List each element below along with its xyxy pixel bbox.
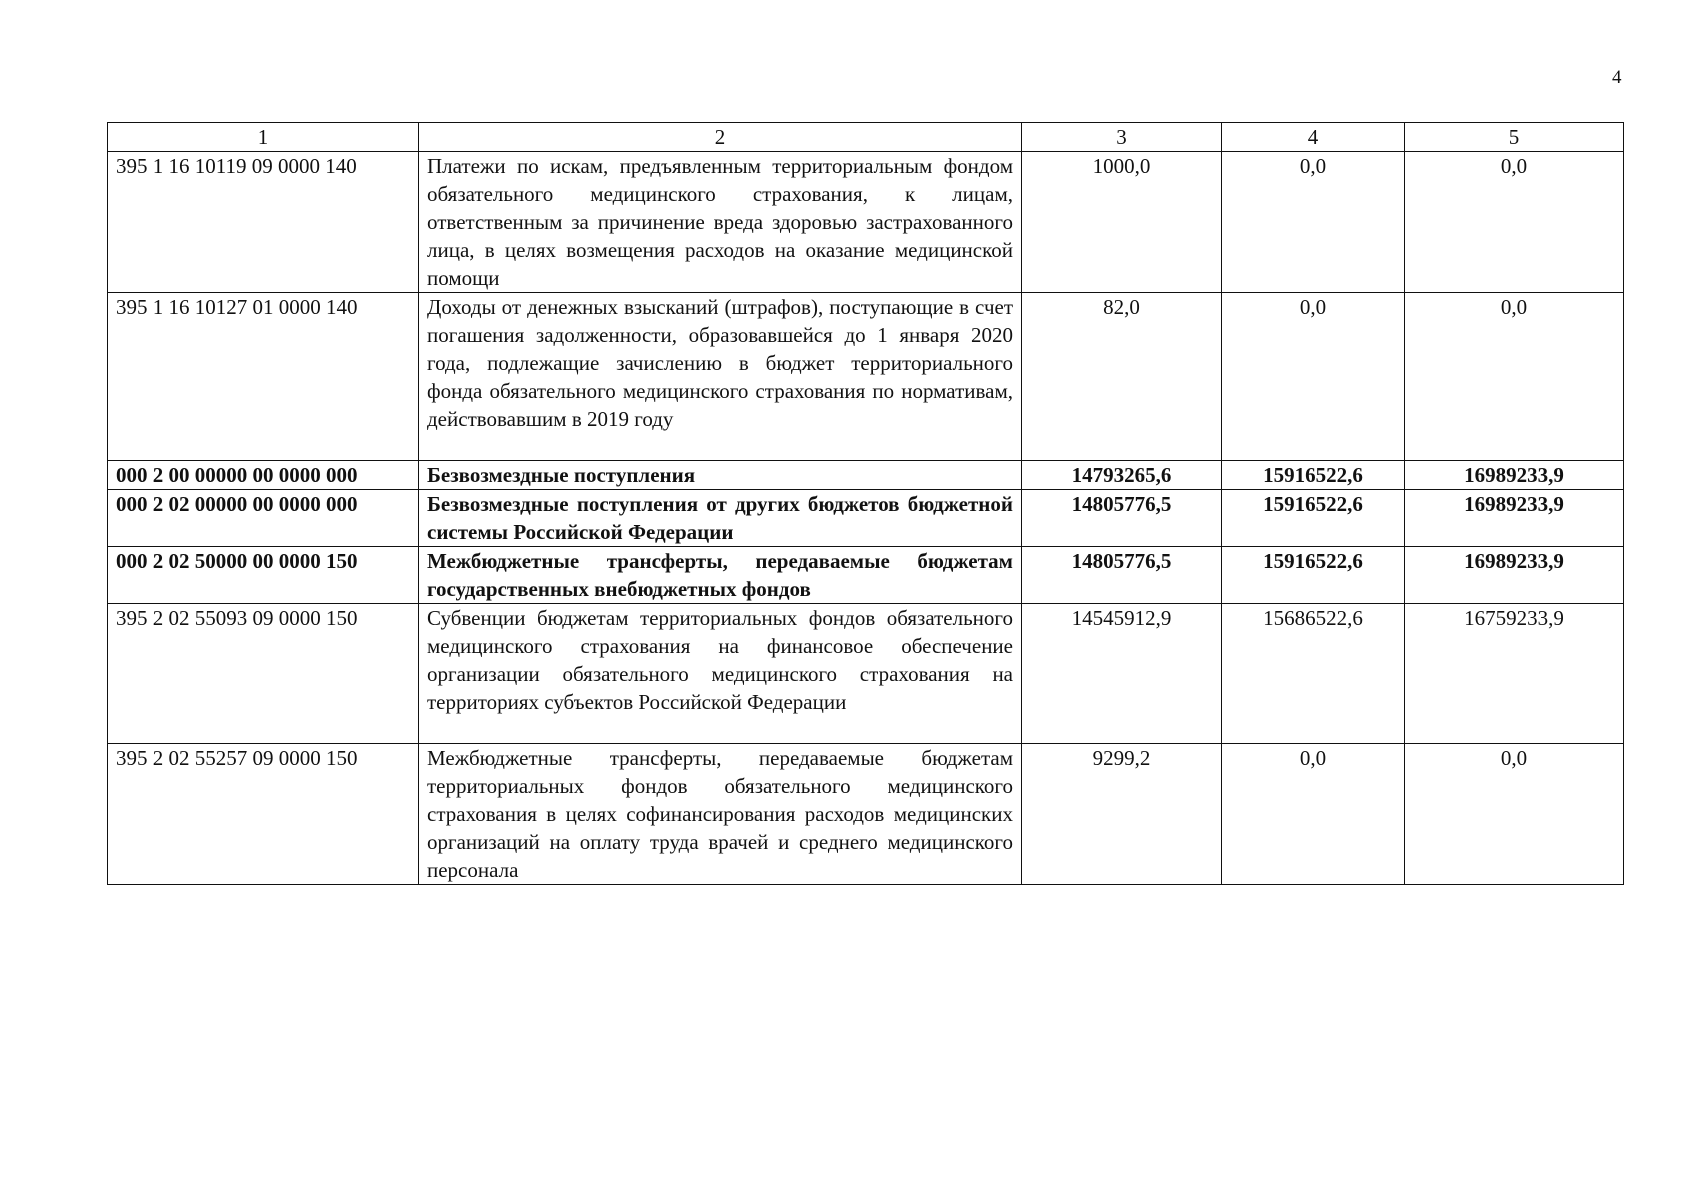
- row-value-3: 14793265,6: [1022, 461, 1222, 490]
- row-value-3: 14805776,5: [1022, 547, 1222, 604]
- table-header-row: [108, 123, 1624, 152]
- table-row: [108, 152, 1624, 293]
- row-code: 000 2 00 00000 00 0000 000: [108, 461, 419, 490]
- row-value-5: 0,0: [1405, 152, 1624, 293]
- row-code: 395 2 02 55257 09 0000 150: [108, 744, 419, 885]
- row-value-5: 16759233,9: [1405, 604, 1624, 744]
- table-row: [108, 604, 1624, 744]
- header-cell-5: 5: [1405, 123, 1624, 152]
- row-code: 395 2 02 55093 09 0000 150: [108, 604, 419, 744]
- row-value-5: 0,0: [1405, 744, 1624, 885]
- row-name: Доходы от денежных взысканий (штрафов), поступающие в счет погашения задолженности, образовавшейся до 1 января 2020 года, подлежащие зачислению в бюджет территориального фонда обязательного медицинского страхования по нормативам, действовавшим в 2019 году: [419, 293, 1022, 461]
- row-value-5: 16989233,9: [1405, 490, 1624, 547]
- row-code: 395 1 16 10119 09 0000 140: [108, 152, 419, 293]
- row-name: Безвозмездные поступления: [419, 461, 1022, 490]
- header-cell-3: 3: [1022, 123, 1222, 152]
- budget-table: [107, 122, 1624, 885]
- table-row: [108, 547, 1624, 604]
- row-value-3: 9299,2: [1022, 744, 1222, 885]
- row-value-4: 15916522,6: [1222, 461, 1405, 490]
- row-value-3: 14805776,5: [1022, 490, 1222, 547]
- header-cell-2: 2: [419, 123, 1022, 152]
- page-number: 4: [1612, 67, 1622, 88]
- row-name: Межбюджетные трансферты, передаваемые бюджетам государственных внебюджетных фондов: [419, 547, 1022, 604]
- row-value-3: 1000,0: [1022, 152, 1222, 293]
- header-cell-4: 4: [1222, 123, 1405, 152]
- row-name: Субвенции бюджетам территориальных фондов обязательного медицинского страхования на финансовое обеспечение организации обязательного медицинского страхования на территориях субъектов Российской Федерации: [419, 604, 1022, 744]
- row-value-4: 0,0: [1222, 152, 1405, 293]
- row-value-4: 0,0: [1222, 293, 1405, 461]
- table-row: [108, 293, 1624, 461]
- row-value-4: 15916522,6: [1222, 490, 1405, 547]
- row-name: Платежи по искам, предъявленным территориальным фондом обязательного медицинского страхования, к лицам, ответственным за причинение вреда здоровью застрахованного лица, в целях возмещения расходов на оказание медицинской помощи: [419, 152, 1022, 293]
- row-value-4: 15916522,6: [1222, 547, 1405, 604]
- row-name: Межбюджетные трансферты, передаваемые бюджетам территориальных фондов обязательного медицинского страхования в целях софинансирования расходов медицинских организаций на оплату труда врачей и среднего медицинского персонала: [419, 744, 1022, 885]
- table-row: [108, 490, 1624, 547]
- row-value-4: 15686522,6: [1222, 604, 1405, 744]
- row-code: 395 1 16 10127 01 0000 140: [108, 293, 419, 461]
- row-code: 000 2 02 50000 00 0000 150: [108, 547, 419, 604]
- row-value-5: 16989233,9: [1405, 547, 1624, 604]
- row-value-5: 0,0: [1405, 293, 1624, 461]
- row-value-3: 82,0: [1022, 293, 1222, 461]
- table-row: [108, 744, 1624, 885]
- row-value-3: 14545912,9: [1022, 604, 1222, 744]
- header-cell-1: 1: [108, 123, 419, 152]
- row-name: Безвозмездные поступления от других бюджетов бюджетной системы Российской Федерации: [419, 490, 1022, 547]
- row-value-5: 16989233,9: [1405, 461, 1624, 490]
- row-value-4: 0,0: [1222, 744, 1405, 885]
- row-code: 000 2 02 00000 00 0000 000: [108, 490, 419, 547]
- table-row: [108, 461, 1624, 490]
